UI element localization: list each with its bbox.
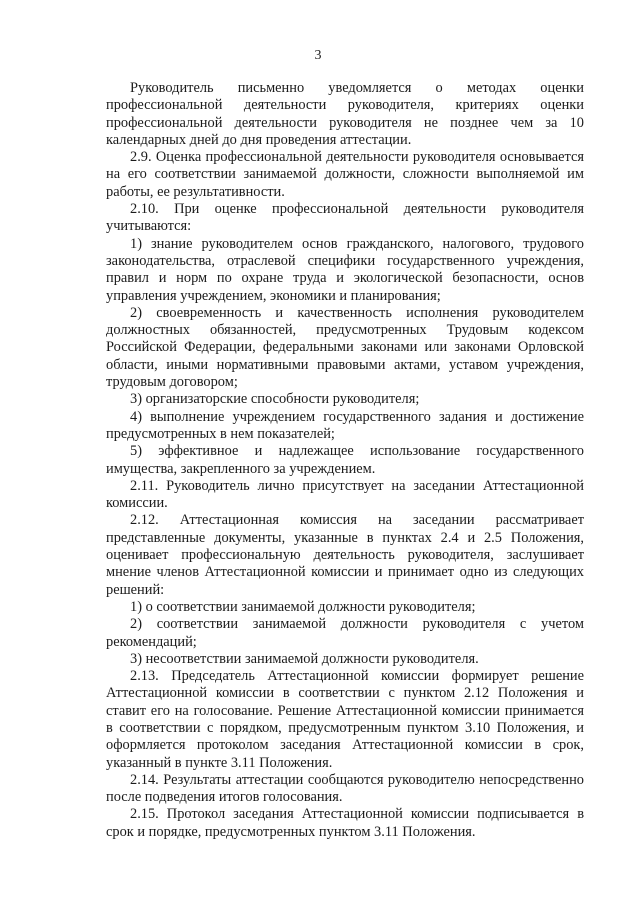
document-body [106,80,584,841]
paragraph-2-14: 2.14. Результаты аттестации сообщаются руководителю непосредственно после подведения итогов голосования. [106,771,584,806]
list-item-2-10-4: 4) выполнение учреждением государственного задания и достижение предусмотренных в нем показателей; [106,408,584,442]
list-item-2-10-1: 1) знание руководителем основ гражданского, налогового, трудового законодательства, отраслевой специфики государственного учреждения, правил и норм по охране труда и экологической безопасности, основ управления учреждением, экономики и планирования; [106,235,584,304]
page-number: 3 [314,48,322,63]
paragraph-2-11: 2.11. Руководитель лично присутствует на заседании Аттестационной комиссии. [106,477,584,512]
list-item-2-10-5: 5) эффективное и надлежащее использование государственного имущества, закрепленного за учреждением. [106,443,584,477]
paragraph-intro: Руководитель письменно уведомляется о методах оценки профессиональной деятельности руководителя, критериях оценки профессиональной деятельности руководителя не позднее чем за 10 календарных дней до дня проведения аттестации. [106,80,584,148]
paragraph-2-15: 2.15. Протокол заседания Аттестационной комиссии подписывается в срок и порядке, предусмотренных пунктом 3.11 Положения. [106,806,584,840]
list-item-2-10-3: 3) организаторские способности руководителя; [130,391,420,408]
paragraph-2-13: 2.13. Председатель Аттестационной комиссии формирует решение Аттестационной комиссии в соответствии с пунктом 2.12 Положения и ставит его на голосование. Решение Аттестационной комиссии принимается в соответствии с порядком, предусмотренным пунктом 3.10 Положения, и оформляется протоколом заседания Аттестационной комиссии в срок, указанный в пункте 3.11 Положения. [106,668,584,771]
paragraph-2-10: 2.10. При оценке профессиональной деятельности руководителя учитываются: [106,201,584,235]
paragraph-2-9: 2.9. Оценка профессиональной деятельности руководителя основывается на его соответствии занимаемой должности, сложности выполняемой им работы, ее результативности. [106,149,584,200]
list-item-2-12-1: 1) о соответствии занимаемой должности руководителя; [130,598,476,615]
list-item-2-10-2: 2) своевременность и качественность исполнения руководителем должностных обязанностей, предусмотренных Трудовым кодексом Российской Федерации, федеральными законами или законами Орловской области, иными нормативными правовыми актами, уставом учреждения, трудовым договором; [106,304,584,391]
list-item-2-12-3: 3) несоответствии занимаемой должности руководителя. [130,650,479,667]
list-item-2-12-2: 2) соответствии занимаемой должности руководителя с учетом рекомендаций; [106,616,584,650]
paragraph-2-12: 2.12. Аттестационная комиссия на заседании рассматривает представленные документы, указанные в пунктах 2.4 и 2.5 Положения, оценивает профессиональную деятельность руководителя, заслушивает мнение членов Аттестационной комиссии и принимает одно из следующих решений: [106,512,584,598]
